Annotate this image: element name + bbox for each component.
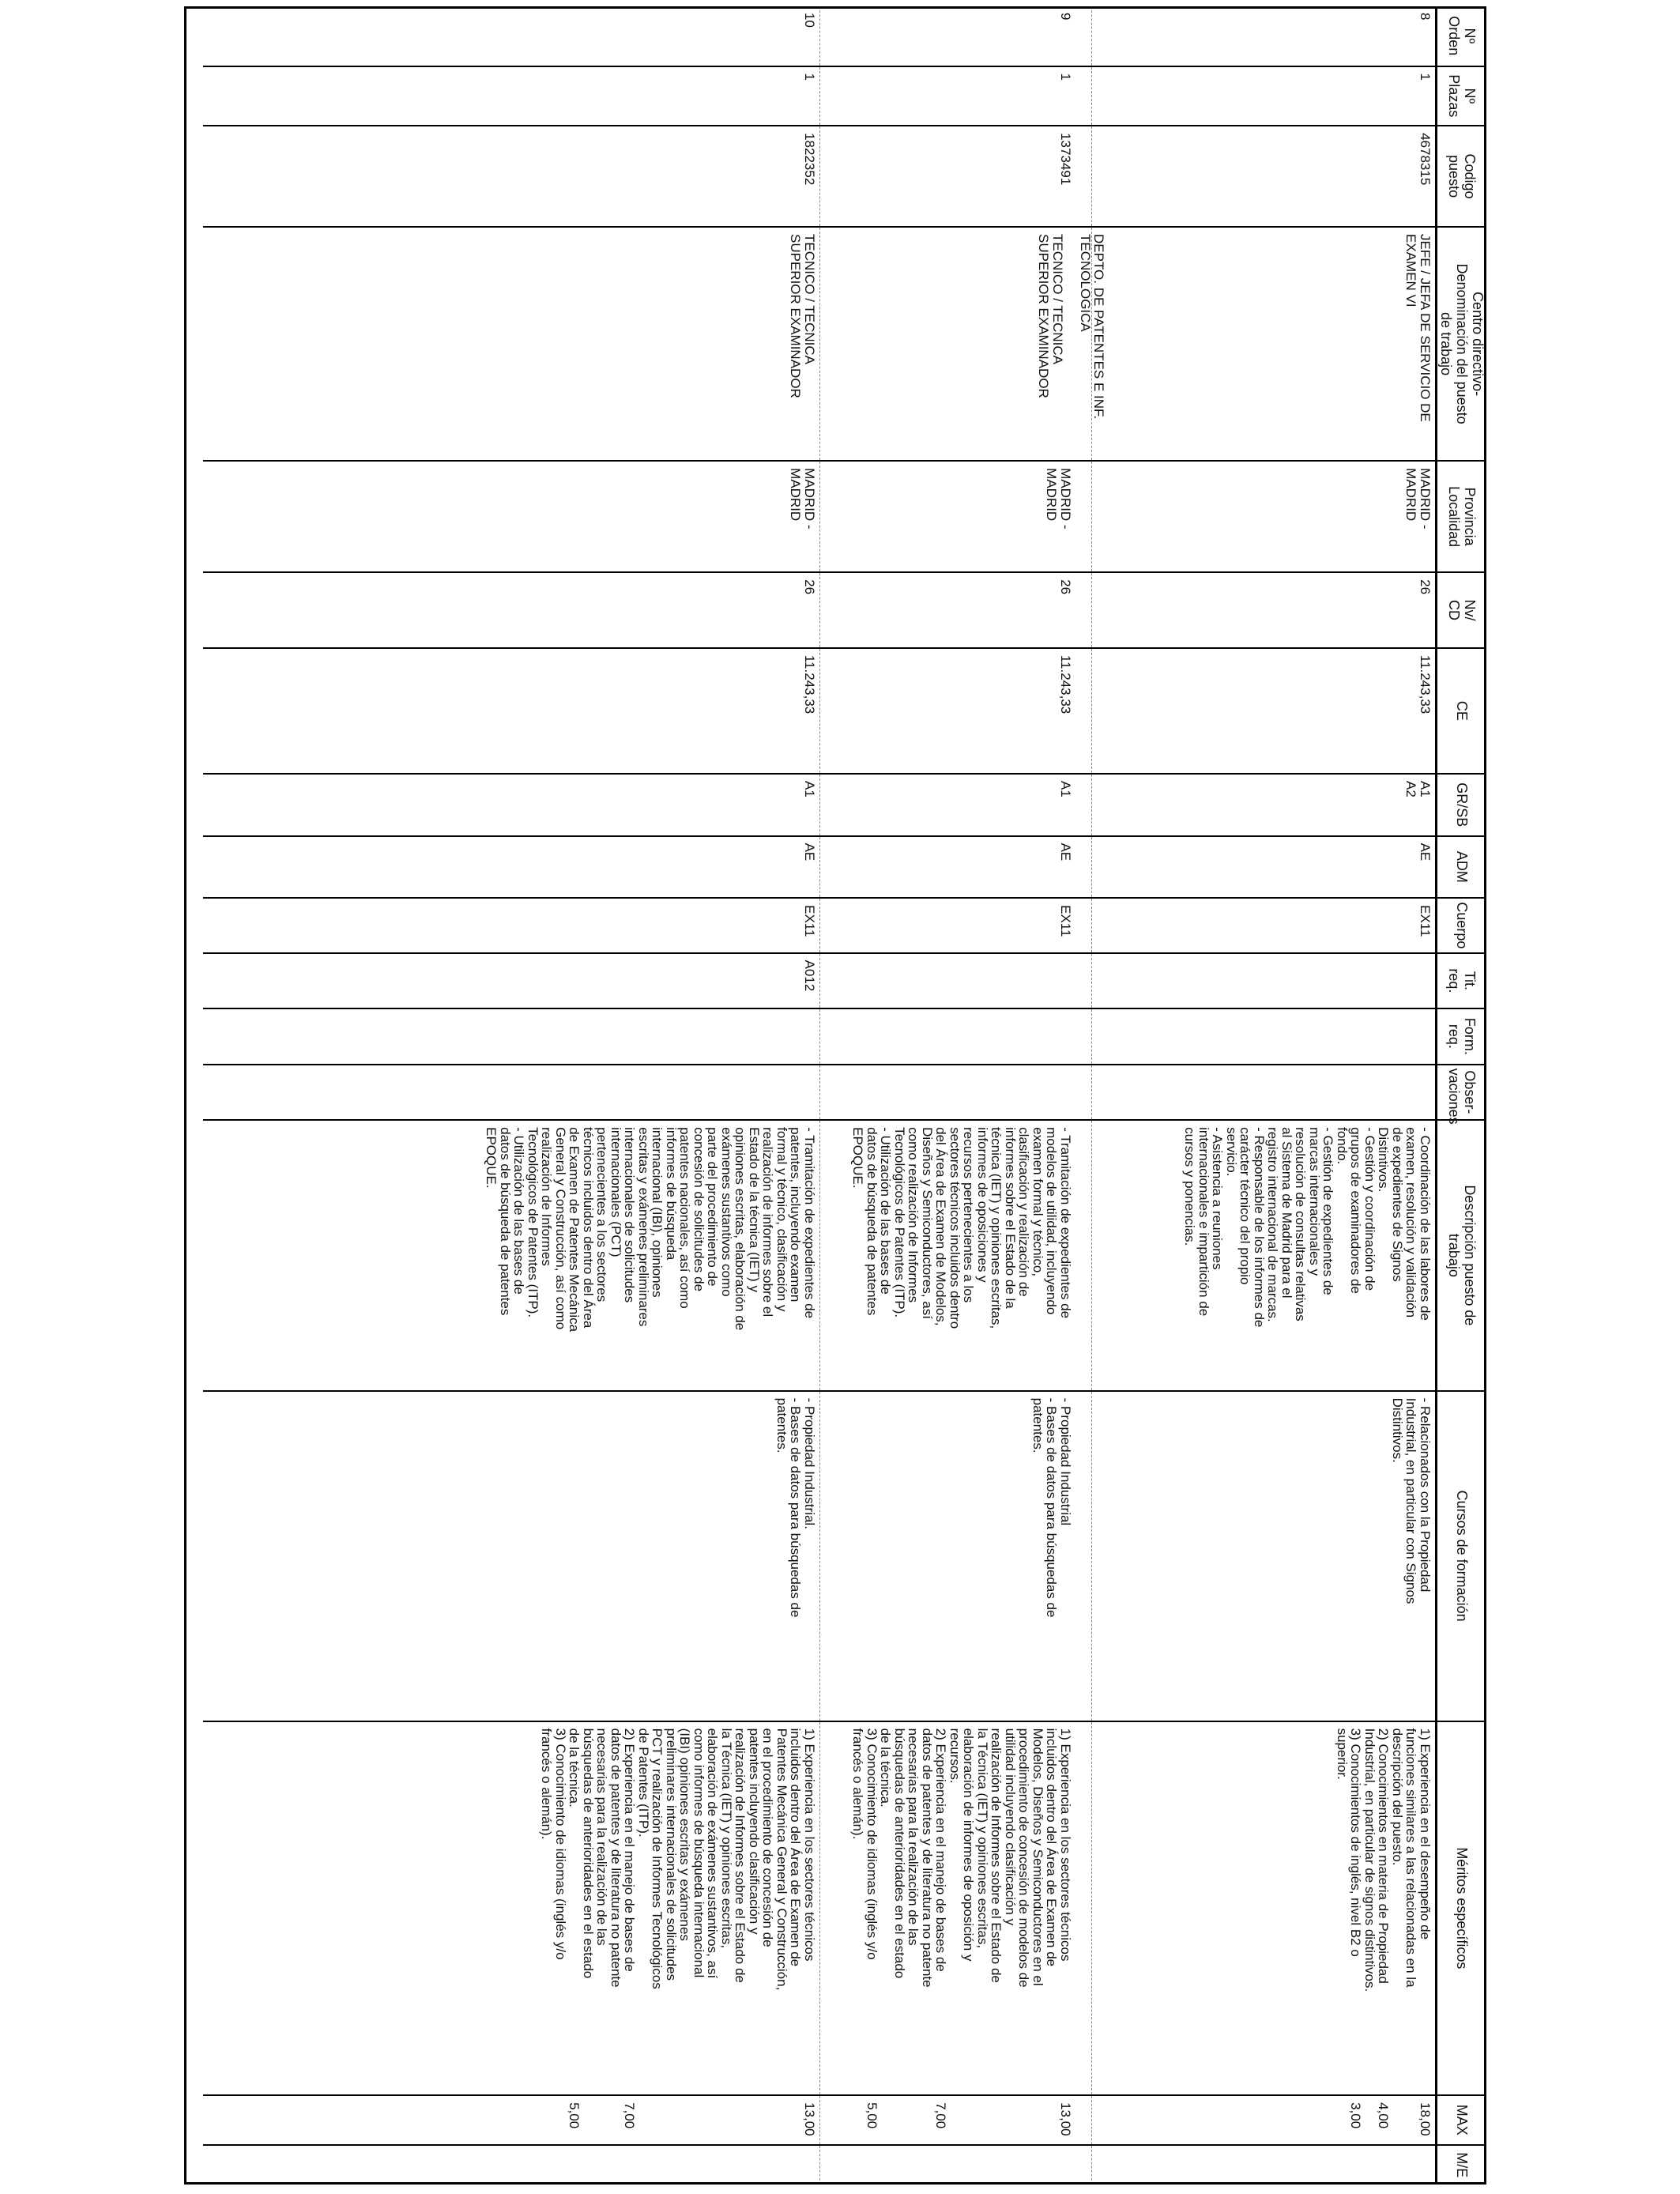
cell-adm-value: AE	[1058, 843, 1073, 861]
cell-meritos: 1) Experiencia en el desempeño de funciones similares a las relacionadas en la descripción del puesto. 2) Conocimientos en materia de Propiedad Industrial, en particular de signos distintivos. 3) Conocimientos de inglés, nivel B2 o superior.	[1092, 1721, 1437, 2095]
cell-plazas: 1	[204, 66, 820, 126]
header-ce: CE	[1437, 648, 1487, 774]
cell-grsb: A1	[204, 774, 820, 836]
header-form: Form. req.	[1437, 1008, 1487, 1065]
header-cursos: Cursos de formación	[1437, 1391, 1487, 1721]
cell-ce: 11.243,33	[1092, 648, 1437, 774]
cell-grsb: A1 A2	[1092, 774, 1437, 836]
cell-descripcion: - Tramitación de expedientes de patentes, incluyendo examen formal y técnico, clasificación y realización de informes sobre el Estado de la técnica (IET) y opiniones escritas, elaboración de exámenes sustantivos como parte del procedimiento de concesión de solicitudes de patentes nacionales, así como informes de búsqueda internacional (IBI), opiniones escritas y exámenes preliminares internacionales de solicitudes internacionales (PCT) pertenecientes a los sectores técnicos incluidos dentro del Área de Examen de Patentes Mecánica General y Construcción, así como realización de Informes Tecnológicos de Patentes (ITP). - Utilización de las bases de datos de búsqueda de patentes EPOQUE.	[204, 1120, 820, 1390]
cell-descripcion-value: - Tramitación de expedientes de modelos de utilidad, incluyendo examen formal y técnico, clasificación y realización de informes sobre el Estado de la técnica (IET) y opiniones escritas, informes de oposiciones y recursos pertenecientes a los sectores técnicos incluidos dentro del Área de Examen de Modelos, Diseños y Semiconductores, así como realización de Informes Tecnológicos de Patentes (ITP). - Utilización de las bases de datos de búsqueda de patentes EPOQUE.	[850, 1127, 1073, 1329]
cell-adm: AE	[1092, 836, 1437, 899]
cell-provincia-value: MADRID - MADRID	[1044, 468, 1073, 530]
cell-centro: TECNICO / TECNICA SUPERIOR EXAMINADOR	[204, 227, 820, 461]
cell-meritos: 1) Experiencia en los sectores técnicos incluidos dentro del Área de Examen de Patentes Mecánica General y Construcción, en el procedimiento de concesión de patentes incluyendo clasificación y realización de Informes sobre el Estado de la Técnica (IET) y opiniones escritas, elaboración de exámenes sustantivos, así como informes de búsqueda internacional (IBI) opiniones escritas y exámenes preliminares internacionales de solicitudes PCT y realización de Informes Tecnológicos de Patentes (ITP). 2) Experiencia en el manejo de bases de datos de patentes y de literatura no patente necesarias para la realización de las búsquedas de anterioridades en el estado de la técnica. 3) Conocimiento de idiomas (inglés y/o francés o alemán).	[204, 1721, 820, 2095]
cell-centro-value: TECNICO / TECNICA SUPERIOR EXAMINADOR	[1036, 234, 1065, 398]
cell-codigo-value: 1373491	[1058, 133, 1073, 186]
cell-cuerpo-value: EX11	[1058, 905, 1073, 937]
cell-adm: AE	[204, 836, 820, 899]
header-codigo: Codigo puesto	[1437, 126, 1487, 227]
cell-plazas-value: 1	[1058, 73, 1073, 81]
header-max: MAX	[1437, 2095, 1487, 2144]
cell-max: 13,00 7,00 5,00	[204, 2095, 820, 2144]
cell-orden: 10	[204, 6, 820, 66]
cell-cursos-value: - Propiedad Industrial - Bases de datos para búsquedas de patentes.	[1030, 1397, 1073, 1618]
cell-provincia: MADRID - MADRID	[1092, 461, 1437, 572]
header-provincia: Provincia Localidad	[1437, 461, 1487, 572]
header-me: M/E	[1437, 2145, 1487, 2185]
cell-ce-value: 11.243,33	[1058, 654, 1073, 714]
cell-nivel-value: 26	[1058, 579, 1073, 595]
header-orden: Nº Orden	[1437, 6, 1487, 66]
cell-descripcion: - Coordinación de las labores de examen, resolución y validación de expedientes de Signos Distintivos. - Gestión y coordinación de grupos de examinadores de fondo. - Gestión de expedientes de marcas internacionales y resolución de consultas relativas al Sistema de Madrid para el registro internacional de marcas. - Responsable de los informes de carácter técnico del propio servicio. - Asistencia a reuniones internacionales e impartición de cursos y ponencias.	[1092, 1120, 1437, 1390]
cell-cuerpo: EX11	[1092, 898, 1437, 953]
cell-max-value: 13,00 7,00 5,00	[864, 2102, 1073, 2136]
cell-meritos-value: 1) Experiencia en los sectores técnicos incluidos dentro del Área de Examen de Modelos, Diseños y Semiconductores en el procedimiento de concesión de modelos de utilidad incluyendo clasificación y realización de Informes sobre el Estado de la Técnica (IET) y opiniones escritas, elaboración de informes de oposición y recursos. 2) Experiencia en el manejo de bases de datos de patentes y de literatura no patente necesarias para la realización de las búsquedas de anterioridades en el estado de la técnica. 3) Conocimiento de idiomas (inglés y/o francés o alemán).	[850, 1728, 1073, 1988]
header-adm: ADM	[1437, 836, 1487, 899]
table-frame	[184, 6, 1486, 2185]
cell-grsb-value: A1	[1058, 781, 1073, 797]
header-nivel: Nv/ CD	[1437, 572, 1487, 648]
cell-codigo: 1822352	[204, 126, 820, 227]
header-plazas: Nº Plazas	[1437, 66, 1487, 126]
cell-plazas: 1	[1092, 66, 1437, 126]
cell-codigo: 4678315	[1092, 126, 1437, 227]
cell-cursos: - Relacionados con la Propiedad Industrial, en particular con Signos Distintivos.	[1092, 1391, 1437, 1721]
cell-orden: 8	[1092, 6, 1437, 66]
cell-orden-value: 9	[1058, 13, 1073, 21]
document-page	[184, 0, 1493, 2194]
rotated-table-sheet	[184, 0, 1493, 2194]
cell-ce: 11.243,33	[204, 648, 820, 774]
cell-provincia: MADRID - MADRID	[204, 461, 820, 572]
cell-max: 18,00 4,00 3,00	[1092, 2095, 1437, 2144]
header-meritos: Méritos específicos	[1437, 1721, 1487, 2095]
cell-nivel: 26	[204, 572, 820, 648]
cell-centro: JEFE / JEFA DE SERVICIO DE EXAMEN VI	[1092, 227, 1437, 461]
cell-cursos: - Propiedad Industrial. - Bases de datos para búsquedas de patentes.	[204, 1391, 820, 1721]
cell-tit: A012	[204, 953, 820, 1009]
cell-cuerpo: EX11	[204, 898, 820, 953]
header-obs: Obser- vaciones	[1437, 1065, 1487, 1121]
header-tit: Tit. req.	[1437, 953, 1487, 1009]
header-cuerpo: Cuerpo	[1437, 898, 1487, 953]
header-centro: Centro directivo- Denominación del puesto de trabajo	[1437, 227, 1487, 461]
department-heading: DEPTO. DE PATENTES E INF. TECNOLOGICA	[1078, 234, 1107, 420]
cell-nivel: 26	[1092, 572, 1437, 648]
header-descripcion: Descripción puesto de trabajo	[1437, 1120, 1487, 1390]
header-grsb: GR/SB	[1437, 774, 1487, 836]
